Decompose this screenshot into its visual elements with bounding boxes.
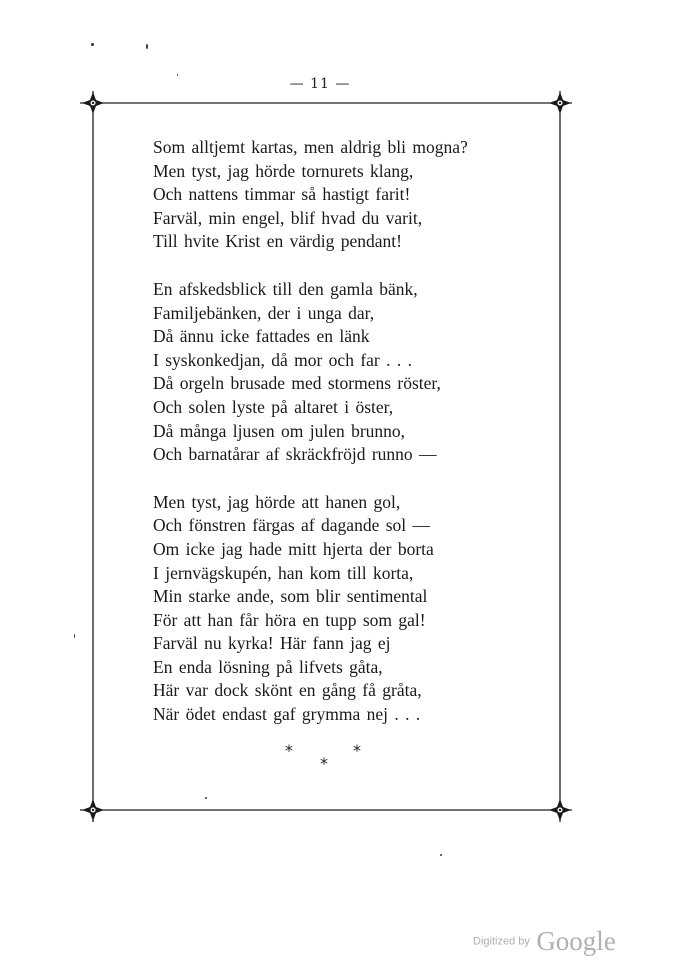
watermark-prefix: Digitized by xyxy=(473,935,530,948)
corner-ornament-top-right-icon xyxy=(549,92,571,114)
poem-line: Då orgeln brusade med stormens röster, xyxy=(153,373,441,394)
scan-speck xyxy=(205,797,207,799)
poem-line: Till hvite Krist en värdig pendant! xyxy=(153,231,402,252)
scan-speck xyxy=(146,44,148,49)
corner-ornament-top-left-icon xyxy=(82,92,104,114)
poem-line: För att han får höra en tupp som gal! xyxy=(153,609,426,630)
corner-ornament-bottom-right-icon xyxy=(549,799,571,821)
poem-line: Då många ljusen om julen brunno, xyxy=(153,420,406,441)
digitized-by-google-watermark xyxy=(473,926,616,957)
scan-speck xyxy=(74,634,75,638)
scan-speck xyxy=(440,854,442,856)
poem-line: Och fönstren färgas af dagande sol — xyxy=(153,515,431,536)
asterism-star: * xyxy=(285,741,293,760)
poem-line: Men tyst, jag hörde att hanen gol, xyxy=(153,491,401,512)
asterism-star: * xyxy=(320,754,328,773)
poem-line: Om icke jag hade mitt hjerta der borta xyxy=(153,538,434,559)
poem-line: När ödet endast gaf grymma nej . . . xyxy=(153,704,421,725)
poem-body xyxy=(153,136,523,751)
poem-line: Och solen lyste på altaret i öster, xyxy=(153,396,394,417)
poem-line: Min starke ande, som blir sentimental xyxy=(153,586,428,607)
poem-line: En afskedsblick till den gamla bänk, xyxy=(153,278,418,299)
corner-ornament-bottom-left-icon xyxy=(82,799,104,821)
stanza-2 xyxy=(153,278,523,467)
stanza-3 xyxy=(153,491,523,727)
page-number: — 11 — xyxy=(289,76,351,92)
stanza-1 xyxy=(153,136,523,254)
poem-line: Och barnatårar af skräckfröjd runno — xyxy=(153,444,437,465)
poem-line: Här var dock skönt en gång få gråta, xyxy=(153,680,422,701)
poem-line: Då ännu icke fattades en länk xyxy=(153,326,370,347)
poem-line: I jernvägskupén, han kom till korta, xyxy=(153,562,414,583)
poem-line: I syskonkedjan, då mor och far . . . xyxy=(153,349,412,370)
poem-line: Men tyst, jag hörde tornurets klang, xyxy=(153,160,414,181)
poem-line: En enda lösning på lifvets gåta, xyxy=(153,656,383,677)
poem-line: Farväl, min engel, blif hvad du varit, xyxy=(153,207,423,228)
poem-line: Farväl nu kyrka! Här fann jag ej xyxy=(153,633,391,654)
asterism-star: * xyxy=(353,741,361,760)
scan-speck xyxy=(91,43,94,46)
watermark-brand: Google xyxy=(536,926,616,956)
poem-line: Och nattens timmar så hastigt farit! xyxy=(153,184,411,205)
poem-line: Familjebänken, der i unga dar, xyxy=(153,302,375,323)
poem-line: Som alltjemt kartas, men aldrig bli mogna? xyxy=(153,137,468,157)
